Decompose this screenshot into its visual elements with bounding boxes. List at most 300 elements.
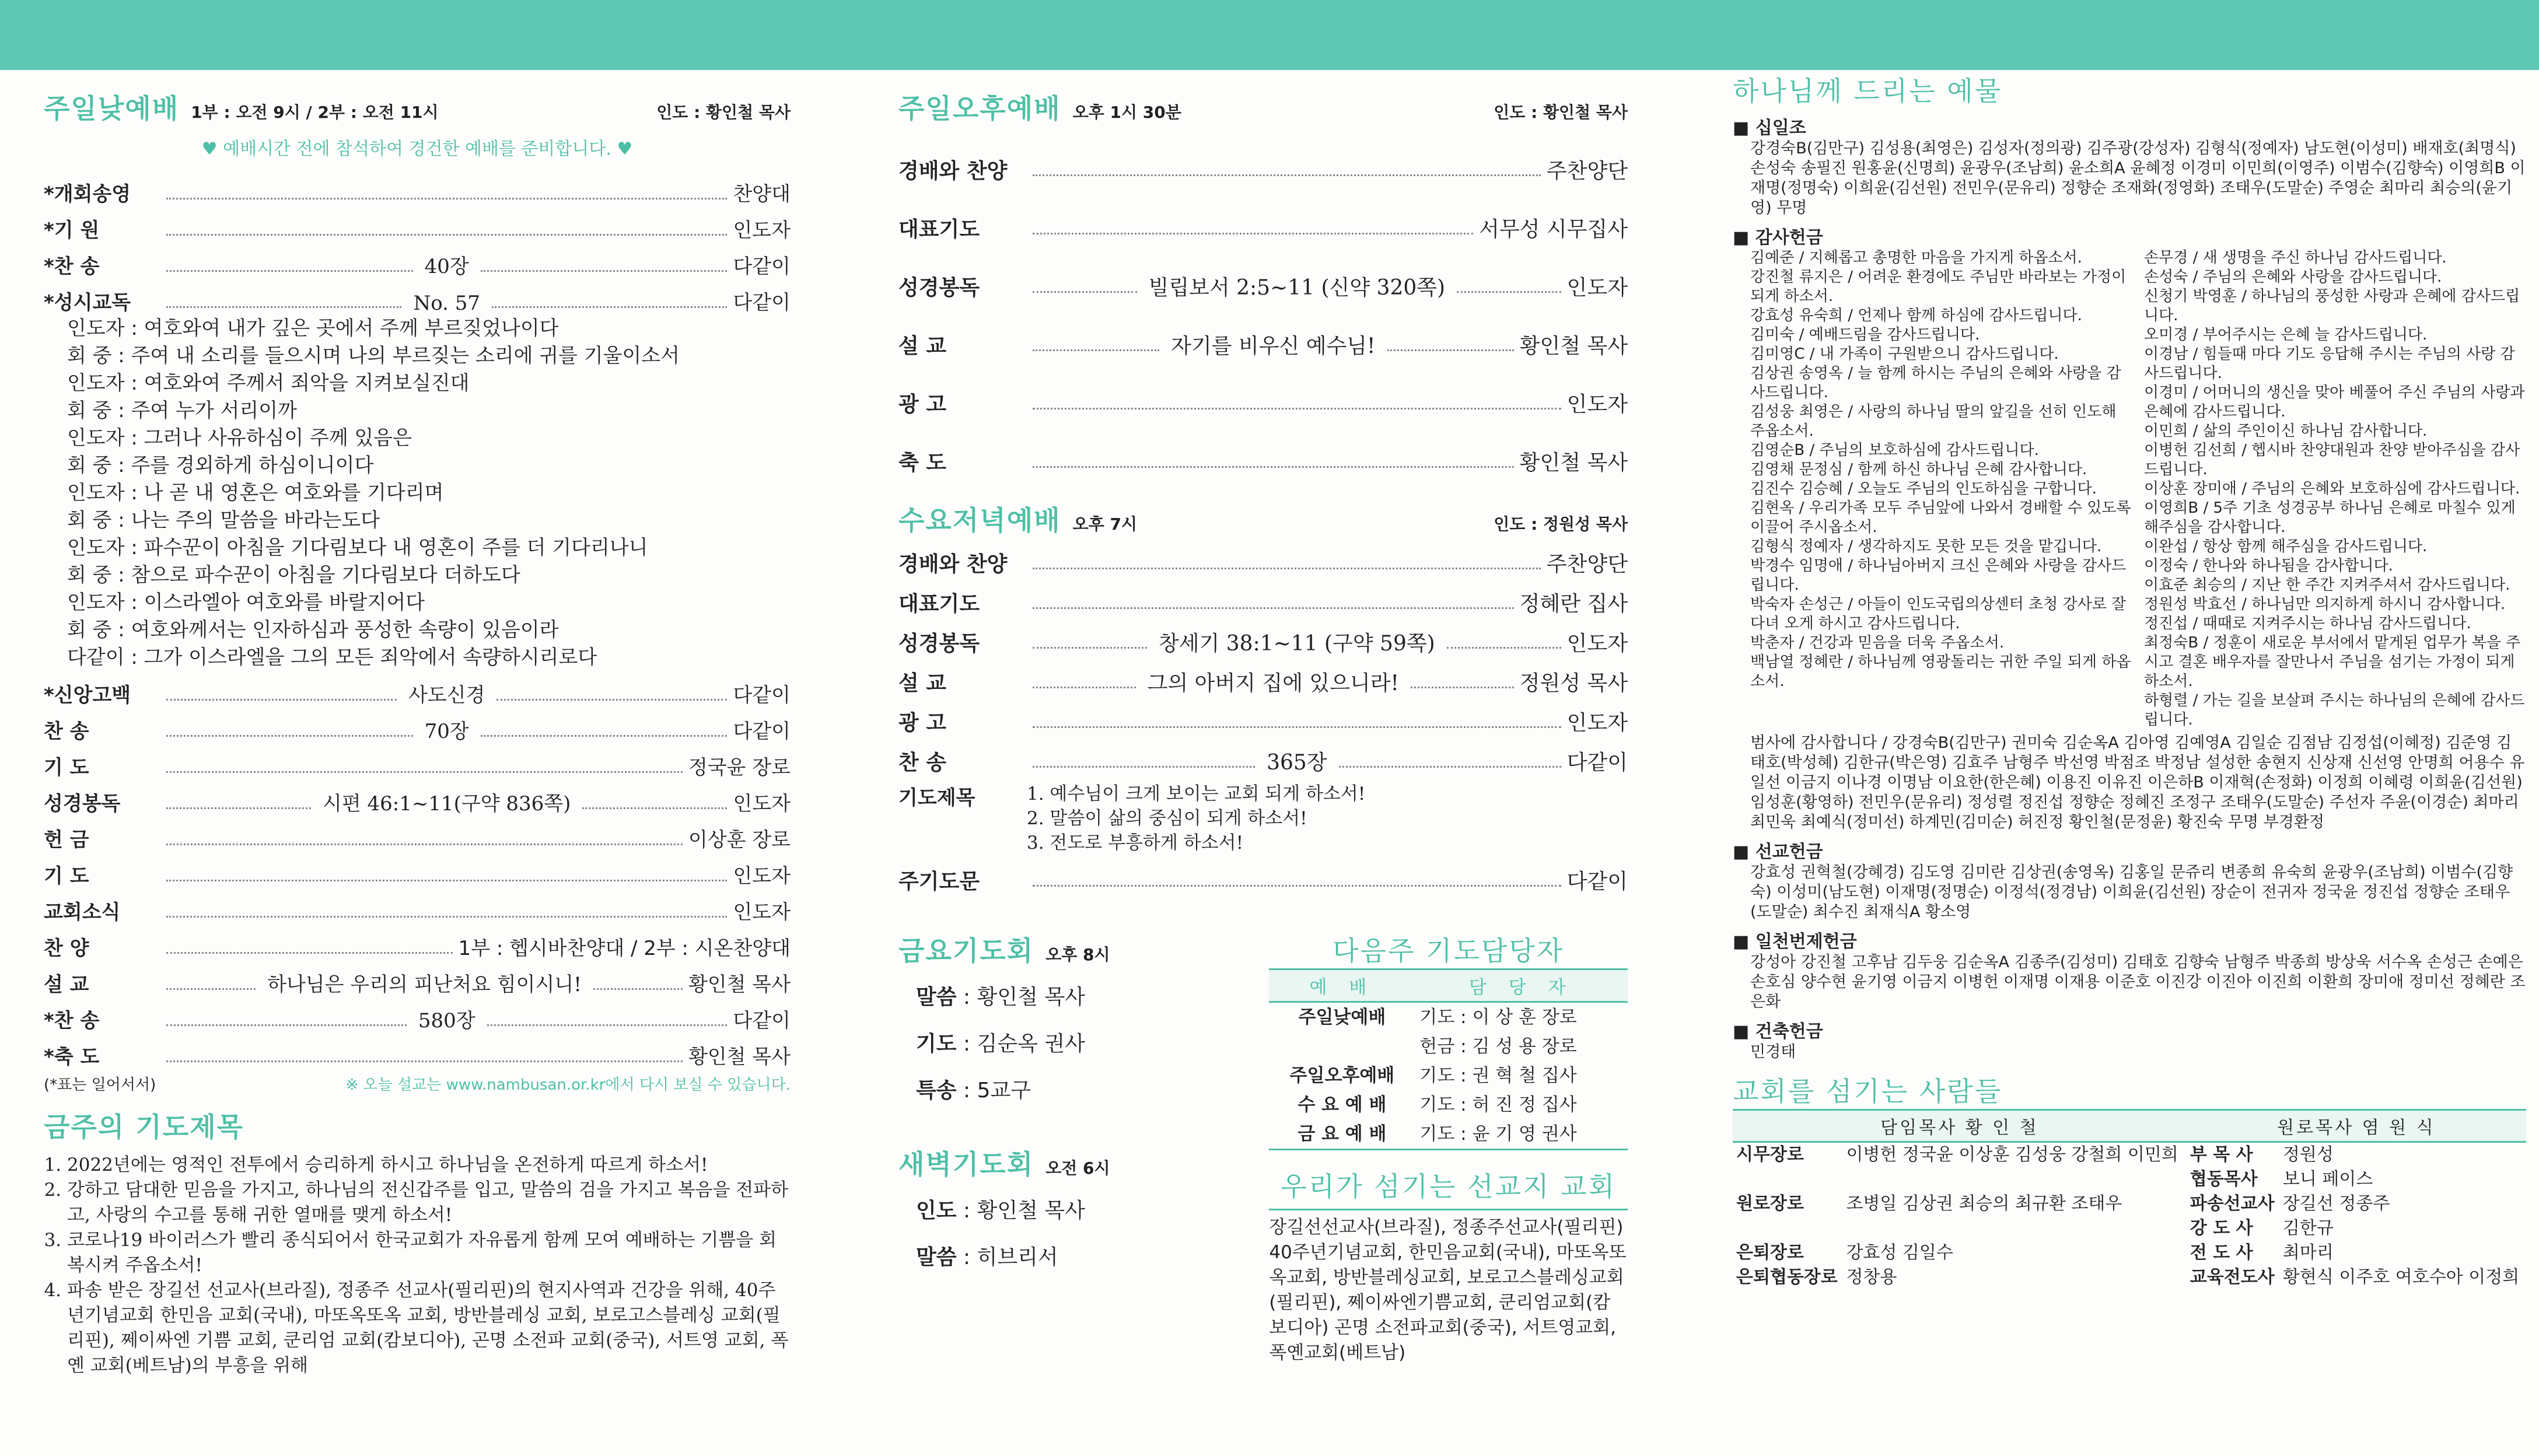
staff-cell: 전 도 사 [2190,1242,2253,1263]
thanks-item: 김성웅 최영은 / 사랑의 하나님 딸의 앞길을 선히 인도해 주옵소서. [1750,403,2117,440]
order-responsible: 주찬양단 [1546,159,1628,183]
staff-cell [1842,1216,2186,1241]
kv-value: 김순옥 권사 [977,1032,1085,1056]
afternoon-time: 오후 1시 30분 [1072,103,1181,122]
afternoon-title: 주일오후예배 [898,93,1061,124]
dawn-time: 오전 6시 [1045,1158,1110,1178]
order-row [898,736,1628,776]
order-responsible: 다같이 [733,291,791,314]
reading-line: 회 중 : 주여 누가 서리이까 [67,399,297,422]
thanks-item: 김진수 김승혜 / 오늘도 주님의 인도하심을 구합니다. [1750,480,2097,498]
staff-cell: 장길선 정종주 [2282,1194,2390,1214]
kv-value: 황인철 목사 [977,985,1085,1009]
staff-cell: 조병일 김상권 최승의 최규환 조태우 [1846,1194,2122,1214]
reading-line: 다같이 : 그가 이스라엘을 그의 모든 죄악에서 속량하시리로다 [67,646,597,669]
thanks-item: 박춘자 / 건강과 믿음을 더욱 주옵소서. [1750,634,2005,652]
staff-cell: 정창용 [1846,1267,1897,1287]
prayer-item: 3. 코로나19 바이러스가 빨리 종식되어서 한국교회가 자유롭게 함께 모여 예배하는 기쁨을 회복시켜 주옵소서! [67,1228,791,1278]
plan-person: 기도 : 권 혁 철 집사 [1419,1065,1577,1086]
thanks-item: 백남열 정혜란 / 하나님께 영광돌리는 귀한 주일 되게 하옵소서. [1750,653,2131,690]
order-label: 경배와 찬양 [898,159,1008,183]
staff-cell: 부 목 사 [2190,1144,2253,1165]
plan-row [1269,1032,1628,1061]
order-responsible: 인도자 [1566,711,1628,735]
thanks-item: 손무경 / 새 생명을 주신 하나님 감사드립니다. [2144,249,2447,267]
order-responsible: 인도자 [733,864,791,888]
plan-person: 기도 : 윤 기 영 권사 [1419,1124,1577,1144]
order-responsible: 찬양대 [733,183,791,206]
order-responsible: 인도자 [1566,276,1628,300]
order-content: 자기를 비우신 예수님! [1171,334,1376,358]
reading-line: 회 중 : 참으로 파수꾼이 아침을 기다림보다 더하도다 [67,564,520,587]
kv-label: 말씀 [916,985,957,1009]
plan-row [1269,1061,1628,1090]
sermon-link-note: ※ 오늘 설교는 www.nambusan.or.kr에서 다시 보실 수 있습니다. [345,1076,791,1094]
leader-dots [1339,766,1561,768]
kv-row [916,1068,1246,1114]
thanks-item: 김영채 문정심 / 함께 하신 하나님 은혜 감사합니다. [1750,461,2087,478]
order-label: 성경봉독 [898,276,980,300]
order-list-2 [44,671,791,1069]
plan-row [1269,1002,1628,1032]
plan-person: 기도 : 이 상 훈 장로 [1419,1007,1577,1028]
order-responsible: 황인철 목사 [1519,451,1628,475]
plan-head-person: 담 당 자 [1415,970,1628,1002]
order-row [44,925,791,961]
tithe-body: 강경숙B(김만구) 김성용(최영은) 김성자(정의광) 김주광(강성자) 김형식(정예자) 남도현(이성미) 배재호(최명식) 손성숙 송필진 원홍윤(신명희) 윤광우(조남희) 윤소희A 윤혜정 이경미 이민희(이영주) 이범수(김향숙) 이영희B 이재명(정명숙) 이희윤(김선원) 전민우(문유리) 정향순 조재화(정영화) 조태우(도말순) 주영순 최마리 최승의(윤기영) 무명 [1750,139,2526,217]
order-responsible: 다같이 [733,1009,791,1032]
thanks-item: 손성숙 / 주님의 은혜와 사랑을 감사드립니다. [2144,268,2442,286]
order-responsible: 정국윤 장로 [688,756,791,779]
staff-cell: 이병헌 정국윤 이상훈 김성웅 강철희 이민희 [1846,1144,2178,1165]
sunday-service-title: 주일낮예배 [44,93,180,124]
leader-dots [166,988,256,990]
leader-dots [1411,687,1514,688]
order-content: 365장 [1267,751,1327,775]
leader-dots [1033,233,1473,235]
thanks-item: 이영희B / 5주 기초 성경공부 하나님 은혜로 마칠수 있게 해주심을 감사합니다. [2144,499,2516,536]
leader-dots [166,198,727,200]
reading-line: 인도자 : 그러나 사유하심이 주께 있음은 [67,426,412,450]
kv-label: 인도 [916,1199,957,1223]
leader-dots [1457,291,1561,293]
leader-dots [1033,408,1561,410]
staff-cell: 정원성 [2282,1144,2334,1165]
leader-dots [1447,647,1561,649]
thanks-item: 최정숙B / 정훈이 새로운 부서에서 맡게된 업무가 복을 주시고 결혼 배우자를 잘만나서 주님을 섬기는 가정이 되게 하소서. [2144,634,2521,690]
leader-dots [1033,885,1561,887]
kv-label: 기도 [916,1032,957,1056]
leader-dots [166,952,453,954]
staff-cell: 은퇴장로 [1736,1242,1804,1263]
thanks-item: 이민희 / 삶의 주인이신 하나님 감사합니다. [2144,422,2428,440]
kv-sep: : [956,1245,977,1269]
thanks-item: 김현옥 / 우리가족 모두 주님앞에 나와서 경배할 수 있도록 이끌어 주시옵소서. [1750,499,2131,536]
thanks-item: 강효성 유숙희 / 언제나 함께 하심에 감사드립니다. [1750,307,2082,324]
friday-title: 금요기도회 [898,935,1034,967]
weekly-head: ■ 일천번제헌금 [1733,932,1857,952]
thanks-item: 이완섭 / 항상 함께 해주심을 감사드립니다. [2144,538,2428,555]
leader-dots [1033,726,1561,728]
order-row [44,780,791,816]
sunday-morning-column [44,88,791,1378]
order-label: 성경봉독 [44,792,121,816]
leader-dots [166,306,401,308]
order-content: 시편 46:1~11(구약 836쪽) [323,792,571,816]
kv-sep: : [956,1079,977,1102]
order-list [44,170,791,315]
kv-sep: : [956,985,977,1009]
wednesday-title: 수요저녁예배 [898,505,1061,536]
order-label: 경배와 찬양 [898,552,1008,576]
order-content: 그의 아버지 집에 있으니라! [1147,671,1400,695]
kv-value: 히브리서 [977,1245,1058,1269]
reading-line: 인도자 : 여호와여 내가 깊은 곳에서 주께 부르짖었나이다 [67,317,559,340]
prayer-item: 2. 말씀이 삶의 중심이 되게 하소서! [1027,808,1307,829]
offering-title: 하나님께 드리는 예물 [1733,75,2003,107]
order-label: 설 교 [898,334,947,358]
leader-dots [1033,291,1137,293]
wednesday-time: 오후 7시 [1072,514,1137,534]
reading-line: 회 중 : 나는 주의 말씀을 바라는도다 [67,509,380,532]
order-label: *개회송영 [44,183,131,206]
thanks-item: 이정숙 / 한나와 하나됨을 감사합니다. [2144,557,2393,575]
order-responsible: 인도자 [1566,393,1628,416]
order-row [898,657,1628,696]
wednesday-prayer-items [1027,782,1365,855]
thanks-grid [1733,249,2526,730]
order-label: 찬 송 [44,720,89,743]
reading-line: 회 중 : 주여 내 소리를 들으시며 나의 부르짖는 소리에 귀를 기울이소서 [67,344,680,368]
staff-cell: 황현식 이주호 여호수아 이정희 [2282,1267,2520,1287]
lords-prayer-label: 주기도문 [898,870,980,894]
thanks-bottom: 범사에 감사합니다 / 강경숙B(김만구) 권미숙 김순옥A 김아영 김예영A 김일순 김점남 김정섭(이혜정) 김준영 김태호(박성혜) 김한규(박은영) 김효주 남형주 박선영 박점조 박정남 설성한 송현지 신상재 신선영 안명희 어용수 유일선 이금지 이나경 이명남 이요한(한은혜) 이용진 이유진 이은하B 이재혁(손정화) 이정희 이혜령 이희윤(김선원) 임성훈(황영하) 전민우(문유리) 정성렬 정진섭 정향순 정혜진 조정구 조태우(도말순) 주선자 주윤(이경순) 최마리 최민욱 최예식(정미선) 하계민(김미순) 허진정 황인철(문정윤) 황진숙 무명 부경환정 [1750,734,2525,831]
weekly-body: 강성아 강진철 고후남 김두웅 김순옥A 김종주(김성미) 김태호 김향숙 남형주 박종희 방상욱 서수옥 손성근 손예은 손호심 양수현 윤기영 이금지 이병헌 이재명 이재용 이준호 이진강 이진아 이진희 이환희 장미애 정미선 정혜란 조은화 [1750,953,2526,1011]
order-label: *신앙고백 [44,684,131,707]
order-content: 70장 [424,720,469,743]
order-row [44,852,791,888]
footnote: (*표는 일어서서) [44,1076,156,1094]
order-row [44,961,791,997]
plan-service: 금 요 예 배 [1298,1124,1387,1144]
leader-dots [166,880,727,881]
leader-dots [1033,174,1541,176]
plan-service [1269,1032,1415,1061]
thanks-item: 정진섭 / 때때로 지켜주시는 하나님 감사드립니다. [2144,615,2471,632]
staff-table [1733,1109,2526,1290]
leader-dots [166,807,311,809]
friday-rows [898,974,1246,1114]
prayer-list [44,1153,791,1378]
kv-row [916,1234,1246,1281]
reading-line: 회 중 : 여호와께서는 인자하심과 풍성한 속량이 있음이라 [67,618,559,642]
order-responsible: 다같이 [733,255,791,278]
order-row [44,243,791,279]
order-row [898,538,1628,578]
order-label: 기 도 [44,864,89,888]
leader-dots [496,699,727,701]
thanks-item: 김영순B / 주님의 보호하심에 감사드립니다. [1750,442,2039,459]
order-label: 대표기도 [898,218,980,242]
order-row [44,170,791,206]
order-row [44,671,791,708]
plan-row [1269,1090,1628,1119]
order-row [44,816,791,852]
order-responsible: 이상훈 장로 [688,828,791,852]
staff-cell: 시무장로 [1736,1144,1804,1165]
leader-dots [166,771,683,773]
order-label: 설 교 [898,671,947,695]
staff-cell: 강 도 사 [2190,1218,2253,1238]
staff-cell: 김한규 [2282,1218,2334,1238]
order-row [44,1033,791,1069]
order-content: 40장 [424,255,469,278]
staff-cell: 파송선교사 [2190,1194,2275,1214]
order-label: *찬 송 [44,255,100,278]
staff-cell: 보니 페이스 [2282,1169,2373,1189]
order-responsible: 서무성 시무집사 [1479,218,1628,242]
order-responsible: 황인철 목사 [688,973,791,996]
staff-cell: 은퇴협동장로 [1736,1267,1838,1287]
kv-row [916,1021,1246,1068]
order-responsible: 인도자 [733,792,791,816]
order-content: 사도신경 [408,684,485,707]
order-responsible: 1부 : 헵시바찬양대 / 2부 : 시온찬양대 [458,937,791,960]
leader-dots [1033,466,1514,468]
order-row [898,126,1628,184]
leader-dots [492,306,727,308]
order-row [898,184,1628,243]
leader-dots [481,735,728,737]
staff-cell [1733,1216,1842,1241]
plan-service: 주일오후예배 [1289,1065,1395,1086]
prayer-item: 1. 2022년에는 영적인 전투에서 승리하게 하시고 하나님을 온전하게 따르게 하소서! [67,1153,791,1178]
kv-sep: : [956,1032,977,1056]
order-row [898,359,1628,418]
order-responsible: 인도자 [733,219,791,242]
prayer-label: 기도제목 [898,786,975,810]
order-content: No. 57 [413,292,480,315]
staff-cell: 원로장로 [1736,1194,1804,1214]
staff-cell: 협동목사 [2190,1169,2258,1189]
order-responsible: 정혜란 집사 [1519,592,1628,616]
thanks-item: 이경남 / 힘들때 마다 기도 응답해 주시는 주님의 사랑 감사드립니다. [2144,345,2515,382]
leader-dots [487,1024,728,1026]
order-row [898,696,1628,736]
thanks-item: 이상훈 장미애 / 주님의 은혜와 보호하심에 감사드립니다. [2144,480,2520,498]
plan-head-service: 예 배 [1269,970,1415,1002]
order-label: *성시교독 [44,291,131,314]
leader-dots [481,270,728,272]
order-responsible: 다같이 [733,684,791,707]
order-label: *기 원 [44,219,100,242]
order-row [44,888,791,925]
thanks-item: 이병헌 김선희 / 헵시바 찬양대원과 찬양 받아주심을 감사드립니다. [2144,442,2520,478]
thanks-item: 김형식 정예자 / 생각하지도 못한 모든 것을 맡깁니다. [1750,538,2102,555]
order-responsible: 다같이 [733,720,791,743]
staff-row [1733,1192,2526,1216]
plan-title: 다음주 기도담당자 [1333,935,1565,967]
thanks-item: 김예준 / 지혜롭고 총명한 마음을 가지게 하옵소서. [1750,249,2082,267]
lords-prayer-row [898,855,1628,895]
prayer-item: 4. 파송 받은 장길선 선교사(브라질), 정종주 선교사(필리핀)의 현지사역과 건강을 위해, 40주년기념교회 한민음 교회(국내), 마또옥또옥 교회, 방반블레싱 교회, 보로고스블레싱 교회(필리핀), 쩨이싸엔 기쁨 교회, 쿤리엄 교회(캄보디아), 곤명 소전파 교회(중국), 서트영 교회, 폭옌 교회(베트남)의 부흥을 위해 [67,1278,791,1378]
order-label: 광 고 [898,711,947,735]
leader-dots [166,1024,407,1026]
leader-dots [1033,568,1541,569]
order-row [44,744,791,780]
plan-person: 기도 : 허 진 정 집사 [1419,1094,1577,1115]
prayer-duty-table [1269,968,1628,1149]
leader-dots [166,270,413,272]
building-body: 민경태 [1750,1043,1796,1061]
prayer-item: 1. 예수님이 크게 보이는 교회 되게 하소서! [1027,783,1366,804]
kv-label: 말씀 [916,1245,957,1269]
thanks-item: 이경미 / 어머니의 생신을 맞아 베풀어 주신 주님의 사랑과 은혜에 감사드립니다. [2144,384,2525,421]
staff-cell: 강효성 김일수 [1846,1242,1953,1263]
prayer-item: 2. 강하고 담대한 믿음을 가지고, 하나님의 전신갑주를 입고, 말씀의 검을 가지고 복음을 전파하고, 사랑의 수고를 통해 귀한 열매를 맺게 하소서! [67,1178,791,1228]
order-content: 하나님은 우리의 피난처요 힘이시니! [267,973,582,996]
order-row [44,997,791,1033]
mission-text: 장길선선교사(브라질), 정종주선교사(필리핀) 40주년기념교회, 한민음교회(국내), 마또옥또옥교회, 방반블레싱교회, 보로고스블레싱교회(필리핀), 쩨이싸엔기쁨교회, 쿤리엄교회(캄보디아) 곤명 소전파교회(중국), 서트영교회, 폭옌교회(베트남) [1269,1217,1627,1363]
order-label: 교회소식 [44,901,121,924]
afternoon-order [898,126,1628,476]
afternoon-leader: 인도 : 황인철 목사 [1494,103,1628,122]
thanks-item: 하형렬 / 가는 길을 보살펴 주시는 하나님의 은혜에 감사드립니다. [2144,692,2525,729]
leader-dots [1033,766,1255,768]
mission-title: 우리가 섬기는 선교지 교회 [1281,1171,1617,1202]
order-label: 기 도 [44,756,89,779]
responsive-reading [44,315,791,671]
leader-dots [166,1060,683,1062]
leader-dots [166,844,683,845]
order-row [898,243,1628,301]
order-responsible: 다같이 [1566,751,1628,775]
kv-value: 5교구 [977,1079,1031,1102]
senior-pastor: 담임목사 황 인 철 [1733,1110,2187,1142]
order-label: *찬 송 [44,1009,100,1032]
order-content: 580장 [418,1009,475,1032]
order-responsible: 주찬양단 [1546,552,1628,576]
order-content: 창세기 38:1~11 (구약 59쪽) [1158,632,1435,656]
afternoon-column [898,88,1628,1366]
order-row [898,617,1628,657]
order-label: *축 도 [44,1045,100,1069]
kv-label: 특송 [916,1079,957,1102]
thanks-item: 강진철 류지은 / 어려운 환경에도 주님만 바라보는 가정이 되게 하소서. [1750,268,2127,305]
thanks-item: 이효준 최승의 / 지난 한 주간 지켜주셔서 감사드립니다. [2144,576,2510,594]
staff-row [1733,1241,2526,1265]
order-row [44,206,791,243]
staff-row [1733,1142,2526,1168]
thanks-item: 박경수 임명애 / 하나님아버지 크신 은혜와 사랑을 감사드립니다. [1750,557,2127,594]
staff-cell: 최마리 [2282,1242,2334,1263]
friday-time: 오후 8시 [1045,945,1110,964]
order-responsible: 인도자 [1566,632,1628,656]
staff-row [1733,1167,2526,1192]
kv-row [916,974,1246,1021]
service-note: ♥ 예배시간 전에 참석하여 경건한 예배를 준비합니다. ♥ [201,139,633,159]
order-label: 헌 금 [44,828,89,852]
order-label: 축 도 [898,451,947,475]
order-responsible: 인도자 [733,901,791,924]
leader-dots [166,735,413,737]
order-row [898,418,1628,476]
plan-row [1269,1119,1628,1149]
reading-line: 인도자 : 여호와여 주께서 죄악을 지켜보실진대 [67,372,470,395]
staff-cell [1842,1167,2186,1192]
thanks-item: 신청기 박영훈 / 하나님의 풍성한 사랑과 은혜에 감사드립니다. [2144,288,2520,324]
leader-dots [1033,647,1147,649]
reading-line: 인도자 : 파수꾼이 아침을 기다림보다 내 영혼이 주를 더 기다리나니 [67,536,648,559]
staff-row [1733,1216,2526,1241]
kv-sep: : [956,1199,977,1223]
order-label: 찬 송 [898,751,947,775]
plan-person: 헌금 : 김 성 용 장로 [1419,1036,1577,1057]
order-row [898,578,1628,617]
thanks-item: 오미경 / 부어주시는 은혜 늘 감사드립니다. [2144,326,2428,344]
top-band [0,0,2539,70]
leader-dots [1033,349,1159,351]
plan-service: 주일낮예배 [1298,1007,1386,1028]
wednesday-leader: 인도 : 정원성 목사 [1494,514,1628,534]
emeritus-pastor: 원로목사 염 원 식 [2187,1110,2526,1142]
leader-dots [166,916,727,918]
reading-line: 회 중 : 주를 경외하게 하심이니이다 [67,454,374,477]
order-responsible: 황인철 목사 [688,1045,791,1069]
thanks-item: 박숙자 손성근 / 아들이 인도국립의상센터 초청 강사로 잘다녀 오게 하시고 감사드립니다. [1750,596,2127,632]
leader-dots [593,988,683,990]
prayer-item: 3. 전도로 부흥하게 하소서! [1027,832,1244,853]
thanks-head: ■ 감사헌금 [1733,228,1823,248]
order-row [898,301,1628,359]
prayer-title: 금주의 기도제목 [44,1111,244,1143]
service-leader: 인도 : 황인철 목사 [656,103,791,122]
leader-dots [166,699,397,701]
missions-head: ■ 선교헌금 [1733,842,1823,862]
leader-dots [582,807,727,809]
thanks-item: 김미영C / 내 가족이 구원받으니 감사드립니다. [1750,345,2059,363]
thanks-item: 김미숙 / 예배드림을 감사드립니다. [1750,326,1980,344]
leader-dots [166,234,727,236]
kv-value: 황인철 목사 [977,1199,1085,1223]
leader-dots [1387,349,1514,351]
order-label: 광 고 [898,393,947,416]
dawn-rows [898,1188,1246,1281]
offering-column [1733,70,2526,1290]
staff-cell: 교육전도사 [2190,1267,2275,1287]
building-head: ■ 건축헌금 [1733,1021,1823,1042]
wednesday-order [898,538,1628,776]
order-content: 빌립보서 2:5~11 (신약 320쪽) [1148,276,1446,300]
thanks-item: 정원성 박효선 / 하나님만 의지하게 하시니 감사합니다. [2144,596,2506,613]
reading-line: 인도자 : 나 곧 내 영혼은 여호와를 기다리며 [67,481,444,505]
leader-dots [1033,607,1514,609]
kv-row [916,1188,1246,1234]
lords-prayer-right: 다같이 [1566,870,1628,894]
reading-line: 인도자 : 이스라엘아 여호와를 바랄지어다 [67,591,425,614]
order-row [44,708,791,744]
order-responsible: 정원성 목사 [1519,671,1628,695]
order-row [44,279,791,315]
order-label: 성경봉독 [898,632,980,656]
order-label: 대표기도 [898,592,980,616]
staff-title: 교회를 섬기는 사람들 [1733,1076,2003,1107]
leader-dots [1033,687,1136,688]
missions-body: 강효성 권혁철(강혜경) 김도영 김미란 김상권(송영옥) 김홍일 문쥬리 변종희 유숙희 윤광우(조남희) 이범수(김향숙) 이성미(남도현) 이재명(정명순) 이정석(정경남) 이희윤(김선원) 장순이 전귀자 정국윤 정진섭 정향순 조태우(도말순) 최수진 최재식A 황소영 [1750,863,2513,921]
order-label: 찬 양 [44,937,89,960]
order-responsible: 황인철 목사 [1519,334,1628,358]
service-times: 1부 : 오전 9시 / 2부 : 오전 11시 [191,103,439,122]
